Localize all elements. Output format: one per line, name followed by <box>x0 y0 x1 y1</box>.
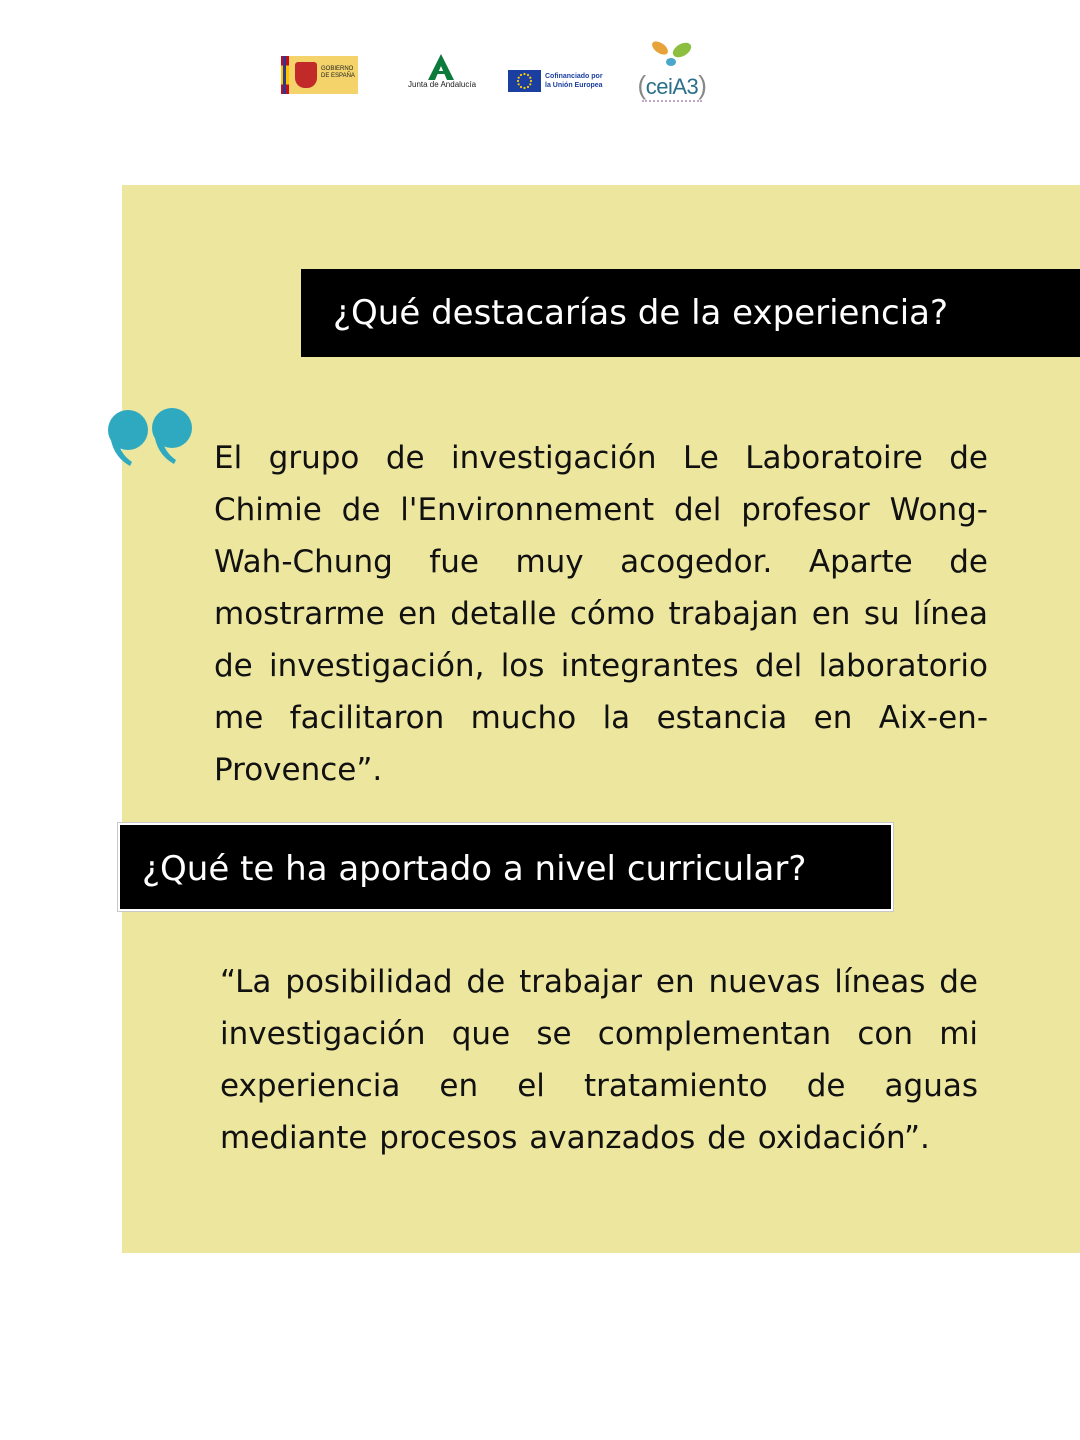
junta-logo-text: Junta de Andalucía <box>408 80 477 89</box>
question-2-text: ¿Qué te ha aportado a nivel curricular? <box>142 849 807 889</box>
gobierno-espana-logo <box>281 56 358 94</box>
question-2-box <box>118 823 893 911</box>
question-1-text: ¿Qué destacarías de la experiencia? <box>333 293 949 333</box>
ceia3-logo <box>634 40 710 110</box>
gobierno-logo-text: GOBIERNO DE ESPAÑA <box>321 66 355 79</box>
answer-2-text: “La posibilidad de trabajar en nuevas líneas de investigación que se complementan con mi experiencia en el tratamiento de aguas mediante procesos avanzados de oxidación”. <box>220 964 978 1156</box>
eu-cofinanced-logo <box>508 70 608 94</box>
ceia3-wordmark: ceiA3 <box>645 74 699 99</box>
question-1-box <box>301 269 1080 357</box>
ceia3-leaves-icon <box>646 40 698 70</box>
junta-andalucia-logo <box>408 54 477 94</box>
eu-logo-text <box>545 72 603 90</box>
ceia3-logo-text: (ceiA3) <box>637 70 707 100</box>
quote-mark-icon <box>106 404 198 470</box>
ceia3-subtitle-line <box>642 100 702 104</box>
eu-text-line2: la Unión Europea <box>545 82 603 89</box>
logos-bar <box>0 0 1080 130</box>
junta-mark-icon <box>427 54 455 80</box>
answer-1-text: El grupo de investigación Le Laboratoire de Chimie de l'Environnement del profesor Wong-Wah-Chung fue muy acogedor. Aparte de mostrarme en detalle cómo trabajan en su línea de investigación, los integrantes del laboratorio me facilitaron mucho la estancia en Aix-en-Provence”. <box>214 440 988 788</box>
eu-text-line1: Cofinanciado por <box>545 73 603 80</box>
eu-flag-icon <box>508 70 541 92</box>
coat-of-arms-icon <box>295 62 317 88</box>
flag-stripe <box>283 56 286 94</box>
